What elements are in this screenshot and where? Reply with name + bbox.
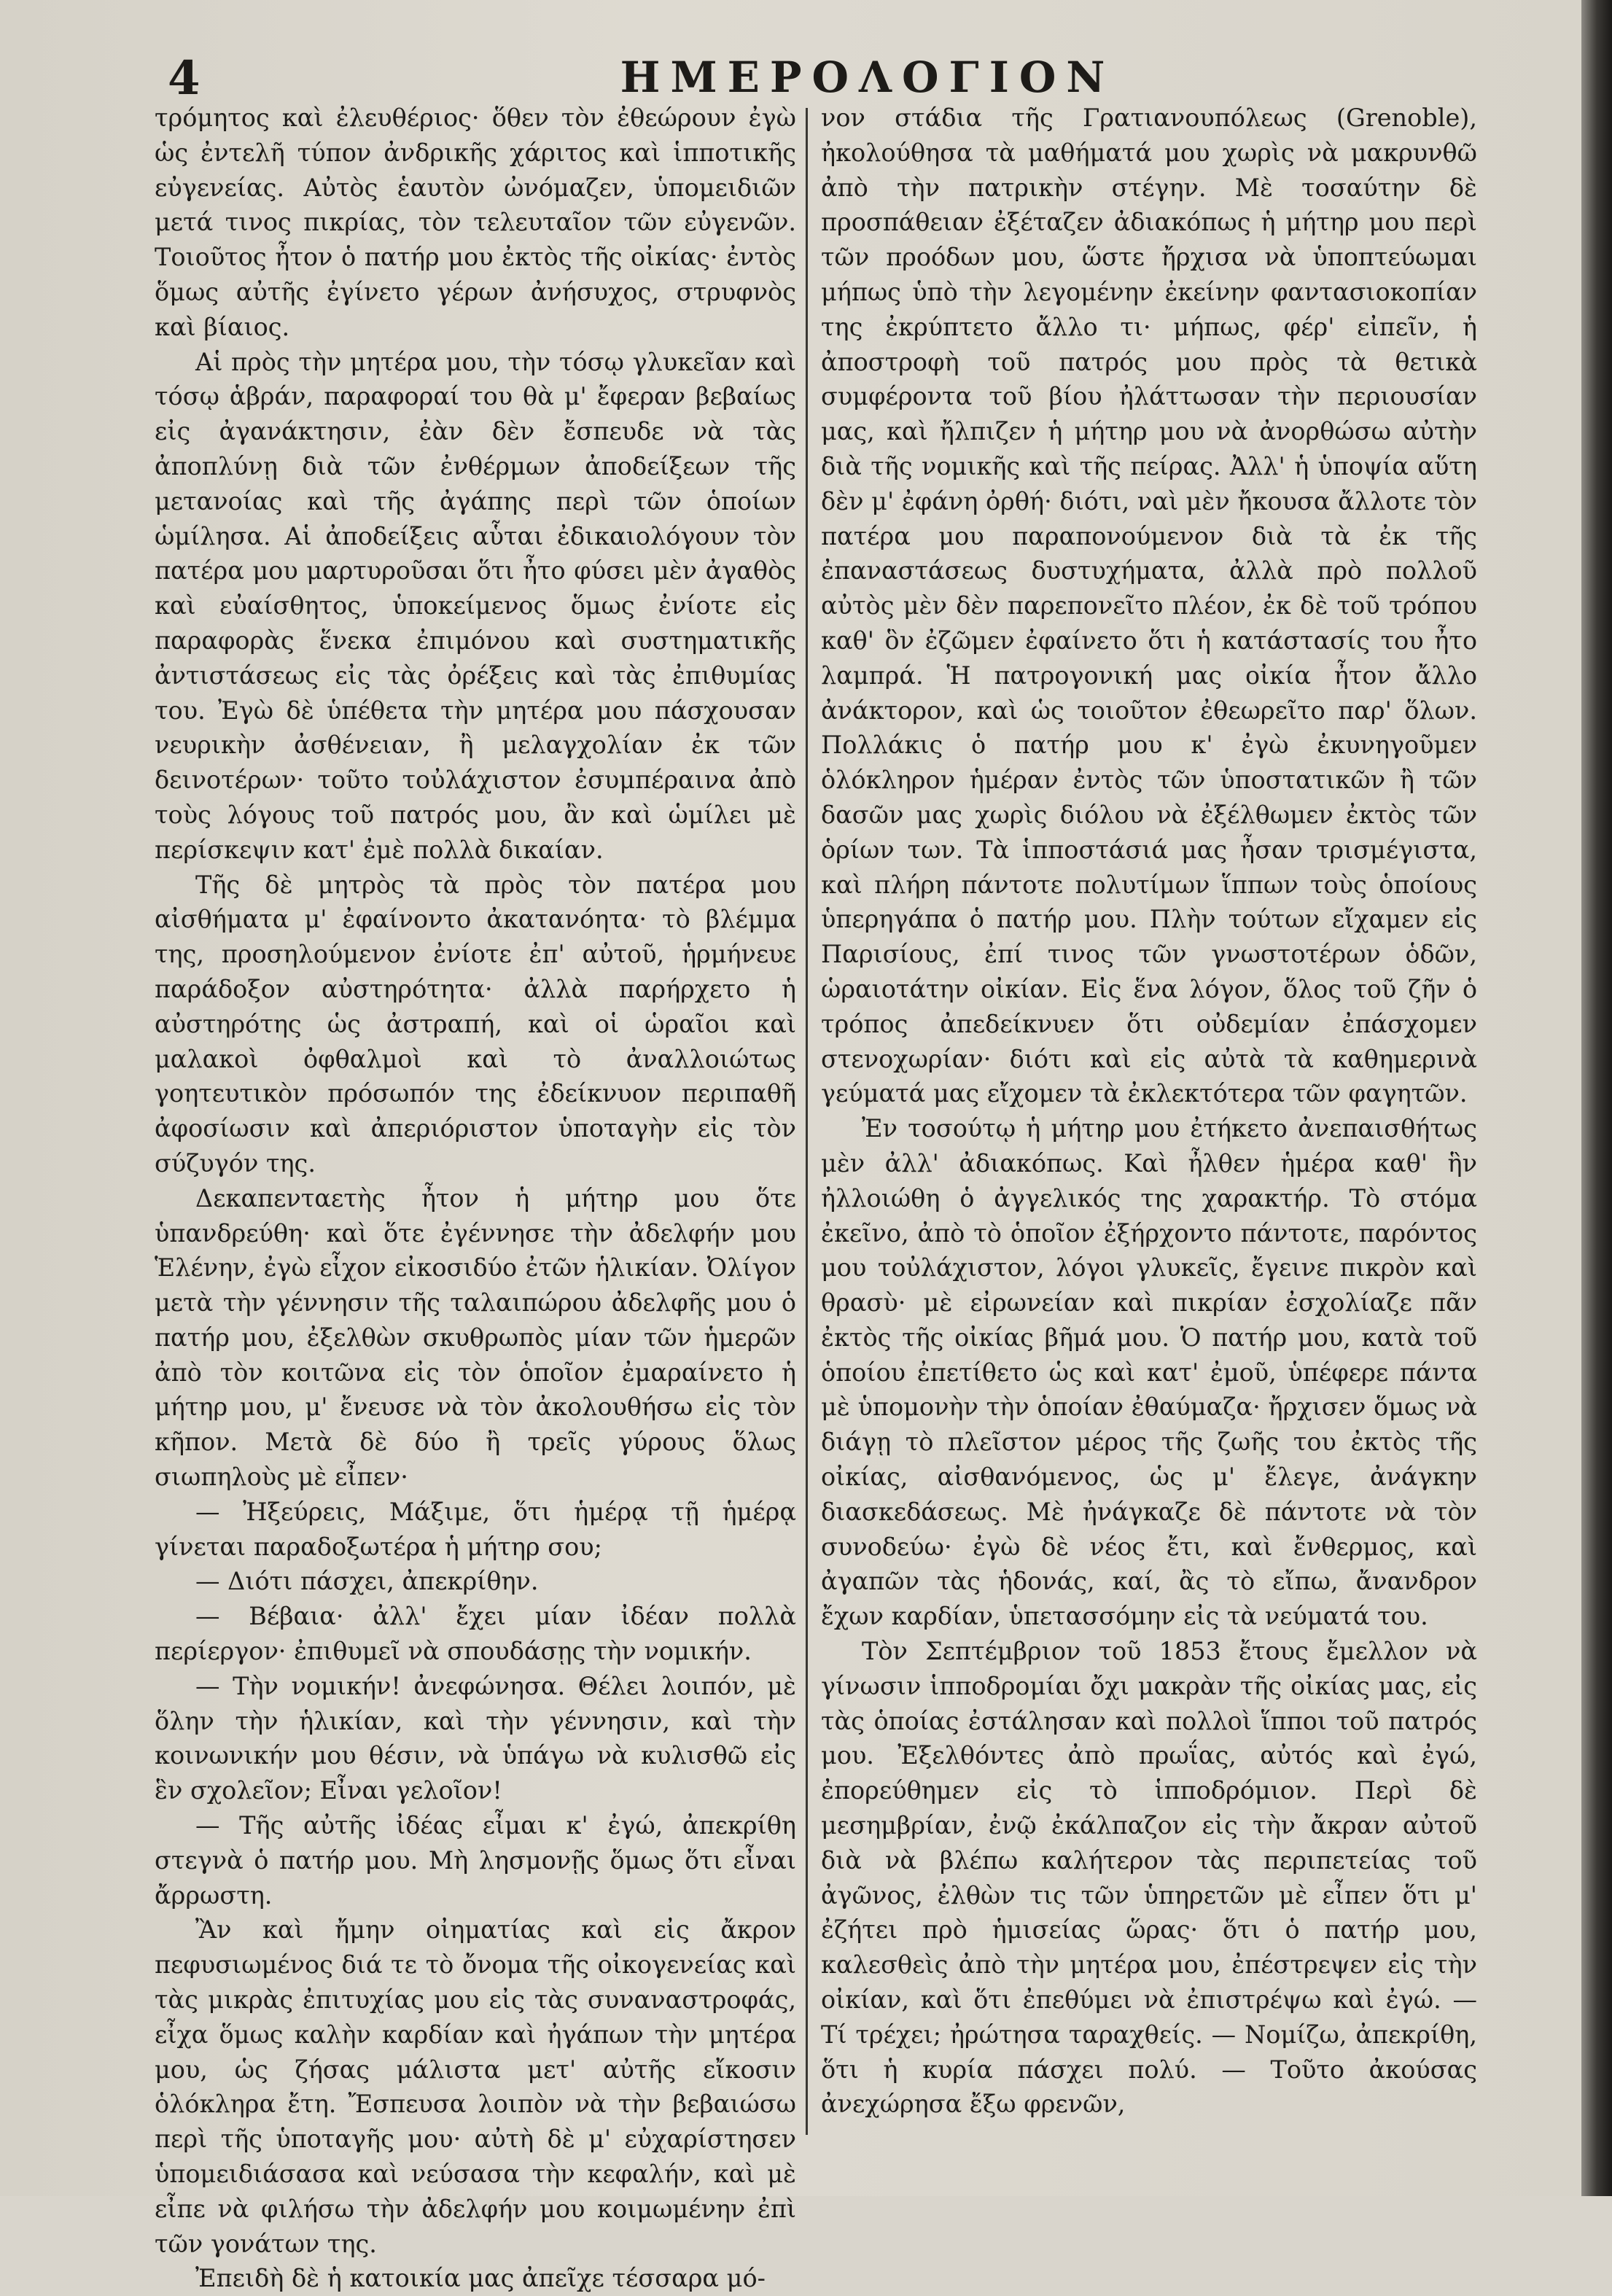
paragraph: Ἂν καὶ ἤμην οἰηματίας καὶ εἰς ἄκρον πεφυσιωμένος διά τε τὸ ὄνομα τῆς οἰκογενείας καὶ τὰς μικρὰς ἐπιτυχίας μου εἰς τὰς συναναστροφάς, εἶχα ὅμως καλὴν καρδίαν καὶ ἠγάπων τὴν μητέρα μου, ὡς ζήσας μάλιστα μετ' αὐτῆς εἴκοσιν ὁλόκληρα ἔτη. Ἔσπευσα λοιπὸν νὰ τὴν βεβαιώσω περὶ τῆς ὑποταγῆς μου· αὐτὴ δὲ μ' εὐχαρίστησεν ὑπομειδιάσασα καὶ νεύσασα τὴν κεφαλήν, καὶ μὲ εἶπε νὰ φιλήσω τὴν ἀδελφήν μου κοιμωμένην ἐπὶ τῶν γονάτων της. <box>155 1915 796 2258</box>
dialogue-line: — Τὴν νομικήν! ἀνεφώνησα. Θέλει λοιπόν, μὲ ὅλην τὴν ἡλικίαν, καὶ τὴν γέννησιν, καὶ τὴν κοινωνικήν μου θέσιν, νὰ ὑπάγω νὰ κυλισθῶ εἰς ἓν σχολεῖον; Εἶναι γελοῖον! <box>155 1671 796 1805</box>
dialogue-line: — Ἠξεύρεις, Μάξιμε, ὅτι ἡμέρᾳ τῇ ἡμέρᾳ γίνεται παραδοξωτέρα ἡ μήτηρ σου; <box>155 1497 796 1561</box>
right-column <box>821 101 1477 2135</box>
paragraph: Τὸν Σεπτέμβριον τοῦ 1853 ἔτους ἔμελλον νὰ γίνωσιν ἱπποδρομίαι ὄχι μακρὰν τῆς οἰκίας μας, εἰς τὰς ὁποίας ἐστάλησαν καὶ πολλοὶ ἵπποι τοῦ πατρός μου. Ἐξελθόντες ἀπὸ πρωΐας, αὐτός καὶ ἐγώ, ἐπορεύθημεν εἰς τὸ ἱπποδρόμιον. Περὶ δὲ μεσημβρίαν, ἐνῷ ἐκάλπαζον εἰς τὴν ἄκραν αὐτοῦ διὰ νὰ βλέπω καλήτερον τὰς περιπετείας τοῦ ἀγῶνος, ἐλθὼν τις τῶν ὑπηρετῶν μὲ εἶπεν ὅτι μ' ἐζήτει πρὸ ἡμισείας ὥρας· ὅτι ὁ πατήρ μου, καλεσθεὶς ἀπὸ τὴν μητέρα μου, ἐπέστρεψεν εἰς τὴν οἰκίαν, καὶ ὅτι ἐπεθύμει νὰ ἐπιστρέψω καὶ ἐγώ. — Τί τρέχει; ἠρώτησα ταραχθείς. — Νομίζω, ἀπεκρίθη, ὅτι ἡ κυρία πάσχει πολύ. — Τοῦτο ἀκούσας ἀνεχώρησα ἔξω φρενῶν, <box>821 1637 1477 2119</box>
dialogue-line: — Βέβαια· ἀλλ' ἔχει μίαν ἰδέαν πολλὰ περίεργον· ἐπιθυμεῖ νὰ σπουδάσῃς τὴν νομικήν. <box>155 1602 796 1666</box>
paragraph: τρόμητος καὶ ἐλευθέριος· ὅθεν τὸν ἐθεώρουν ἐγὼ ὡς ἐντελῆ τύπον ἀνδρικῆς χάριτος καὶ ἱπποτικῆς εὐγενείας. Αὐτὸς ἑαυτὸν ὠνόμαζεν, ὑπομειδιῶν μετά τινος πικρίας, τὸν τελευταῖον τῶν εὐγενῶν. Τοιοῦτος ἦτον ὁ πατήρ μου ἐκτὸς τῆς οἰκίας· ἐντὸς ὅμως αὐτῆς ἐγίνετο γέρων ἀνήσυχος, στρυφνὸς καὶ βίαιος. <box>155 104 796 341</box>
column-divider <box>806 108 808 2135</box>
running-title: ΗΜΕΡΟΛΟΓΙΟΝ <box>620 52 1115 102</box>
paragraph: Τῆς δὲ μητρὸς τὰ πρὸς τὸν πατέρα μου αἰσθήματα μ' ἐφαίνοντο ἀκατανόητα· τὸ βλέμμα της, προσηλούμενον ἐνίοτε ἐπ' αὐτοῦ, ἡρμήνευε παράδοξον αὐστηρότητα· ἀλλὰ παρήρχετο ἡ αὐστηρότης ὡς ἀστραπή, καὶ οἱ ὡραῖοι καὶ μαλακοὶ ὀφθαλμοὶ καὶ τὸ ἀναλλοιώτως γοητευτικὸν πρόσωπόν της ἐδείκνυον περιπαθῆ ἀφοσίωσιν καὶ ἀπεριόριστον ὑποταγὴν εἰς τὸν σύζυγόν της. <box>155 870 796 1178</box>
page-number: 4 <box>168 51 200 106</box>
left-column <box>155 101 796 2293</box>
paragraph: Δεκαπενταετὴς ἦτον ἡ μήτηρ μου ὅτε ὑπανδρεύθη· καὶ ὅτε ἐγέννησε τὴν ἀδελφήν μου Ἑλένην, ἐγὼ εἶχον εἰκοσιδύο ἐτῶν ἡλικίαν. Ὀλίγον μετὰ τὴν γέννησιν τῆς ταλαιπώρου ἀδελφῆς μου ὁ πατήρ μου, ἐξελθὼν σκυθρωπὸς μίαν τῶν ἡμερῶν ἀπὸ τὸν κοιτῶνα εἰς τὸν ὁποῖον ἐμαραίνετο ἡ μήτηρ μου, μ' ἔνευσε νὰ τὸν ἀκολουθήσω εἰς τὸν κῆπον. Μετὰ δὲ δύο ἢ τρεῖς γύρους ὅλως σιωπηλοὺς μὲ εἶπεν· <box>155 1183 796 1492</box>
dialogue-line: — Τῆς αὐτῆς ἰδέας εἶμαι κ' ἐγώ, ἀπεκρίθη στεγνὰ ὁ πατήρ μου. Μὴ λησμονῇς ὅμως ὅτι εἶναι ἄρρωστη. <box>155 1811 796 1910</box>
page-binding-shadow <box>1581 0 1612 2196</box>
dialogue-line: — Διότι πάσχει, ἀπεκρίθην. <box>195 1567 539 1596</box>
paragraph: Ἐπειδὴ δὲ ἡ κατοικία μας ἀπεῖχε τέσσαρα μό- <box>195 2264 766 2293</box>
paragraph: Ἐν τοσούτῳ ἡ μήτηρ μου ἐτήκετο ἀνεπαισθήτως μὲν ἀλλ' ἀδιακόπως. Καὶ ἦλθεν ἡμέρα καθ' ἣν ἠλλοιώθη ὁ ἀγγελικός της χαρακτήρ. Τὸ στόμα ἐκεῖνο, ἀπὸ τὸ ὁποῖον ἐξήρχοντο πάντοτε, παρόντος μου τοὐλάχιστον, λόγοι γλυκεῖς, ἔγεινε πικρὸν καὶ θρασὺ· μὲ εἰρωνείαν καὶ πικρίαν ἐσχολίαζε πᾶν ἐκτὸς τῆς οἰκίας βῆμά μου. Ὁ πατήρ μου, κατὰ τοῦ ὁποίου ἐπετίθετο ὡς καὶ κατ' ἐμοῦ, ὑπέφερε πάντα μὲ ὑπομονὴν τὴν ὁποίαν ἐθαύμαζα· ἤρχισεν ὅμως νὰ διάγῃ τὸ πλεῖστον μέρος τῆς ζωῆς του ἐκτὸς τῆς οἰκίας, αἰσθανόμενος, ὡς μ' ἔλεγε, ἀνάγκην διασκεδάσεως. Μὲ ἠνάγκαζε δὲ πάντοτε νὰ τὸν συνοδεύω· ἐγὼ δὲ νέος ἔτι, καὶ ἔνθερμος, καὶ ἀγαπῶν τὰς ἡδονάς, καί, ἂς τὸ εἴπω, ἄνανδρον ἔχων καρδίαν, ὑπετασσόμην εἰς τὰ νεύματά του. <box>821 1114 1477 1631</box>
paragraph: Αἱ πρὸς τὴν μητέρα μου, τὴν τόσῳ γλυκεῖαν καὶ τόσῳ ἁβράν, παραφοραί του θὰ μ' ἔφεραν βεβαίως εἰς ἀγανάκτησιν, ἐὰν δὲν ἔσπευδε νὰ τὰς ἀποπλύνῃ διὰ τῶν ἐνθέρμων ἀποδείξεων τῆς μετανοίας καὶ τῆς ἀγάπης περὶ τῶν ὁποίων ὡμίλησα. Αἱ ἀποδείξεις αὗται ἐδικαιολόγουν τὸν πατέρα μου μαρτυροῦσαι ὅτι ἦτο φύσει μὲν ἀγαθὸς καὶ εὐαίσθητος, ὑποκείμενος ὅμως ἐνίοτε εἰς παραφορὰς ἕνεκα ἐπιμόνου καὶ συστηματικῆς ἀντιστάσεως εἰς τὰς ὀρέξεις καὶ τὰς ἐπιθυμίας του. Ἐγὼ δὲ ὑπέθετα τὴν μητέρα μου πάσχουσαν νευρικὴν ἀσθένειαν, ἢ μελαγχολίαν ἐκ τῶν δεινοτέρων· τοῦτο τοὐλάχιστον ἐσυμπέραινα ἀπὸ τοὺς λόγους τοῦ πατρός μου, ἂν καὶ ὡμίλει μὲ περίσκεψιν κατ' ἐμὲ πολλὰ δικαίαν. <box>155 347 796 864</box>
paragraph: νον στάδια τῆς Γρατιανουπόλεως (Grenoble), ἠκολούθησα τὰ μαθήματά μου χωρὶς νὰ μακρυνθῶ ἀπὸ τὴν πατρικὴν στέγην. Μὲ τοσαύτην δὲ προσπάθειαν ἐξέταζεν ἀδιακόπως ἡ μήτηρ μου περὶ τῶν προόδων μου, ὥστε ἤρχισα νὰ ὑποπτεύωμαι μήπως ὑπὸ τὴν λεγομένην ἐκείνην φαντασιοκοπίαν της ἐκρύπτετο ἄλλο τι· μήπως, φέρ' εἰπεῖν, ἡ ἀποστροφὴ τοῦ πατρός μου πρὸς τὰ θετικὰ συμφέροντα τοῦ βίου ἠλάττωσαν τὴν περιουσίαν μας, καὶ ἤλπιζεν ἡ μήτηρ μου νὰ ἀνορθώσω αὐτὴν διὰ τῆς νομικῆς καὶ τῆς πείρας. Ἀλλ' ἡ ὑποψία αὕτη δὲν μ' ἐφάνη ὀρθή· διότι, ναὶ μὲν ἤκουσα ἄλλοτε τὸν πατέρα μου παραπονούμενον διὰ τὰ ἐκ τῆς ἐπαναστάσεως δυστυχήματα, ἀλλὰ πρὸ πολλοῦ αὐτὸς μὲν δὲν παρεπονεῖτο πλέον, ἐκ δὲ τοῦ τρόπου καθ' ὃν ἐζῶμεν ἐφαίνετο ὅτι ἡ κατάστασίς του ἦτο λαμπρά. Ἡ πατρογονική μας οἰκία ἦτον ἄλλο ἀνάκτορον, καὶ ὡς τοιοῦτον ἐθεωρεῖτο παρ' ὅλων. Πολλάκις ὁ πατήρ μου κ' ἐγὼ ἐκυνηγοῦμεν ὁλόκληρον ἡμέραν ἐντὸς τῶν ὑποστατικῶν ἢ τῶν δασῶν μας χωρὶς διόλου νὰ ἐξέλθωμεν ἐκτὸς τῶν ὁρίων των. Τὰ ἱπποστάσιά μας ἦσαν τρισμέγιστα, καὶ πλήρη πάντοτε πολυτίμων ἵππων τοὺς ὁποίους ὑπερηγάπα ὁ πατήρ μου. Πλὴν τούτων εἴχαμεν εἰς Παρισίους, ἐπί τινος τῶν γνωστοτέρων ὁδῶν, ὡραιοτάτην οἰκίαν. Εἰς ἕνα λόγον, ὅλος τοῦ ζῆν ὁ τρόπος ἀπεδείκνυεν ὅτι οὐδεμίαν ἐπάσχομεν στενοχωρίαν· διότι καὶ εἰς αὐτὰ τὰ καθημερινὰ γεύματά μας εἴχομεν τὰ ἐκλεκτότερα τῶν φαγητῶν. <box>821 104 1477 1108</box>
